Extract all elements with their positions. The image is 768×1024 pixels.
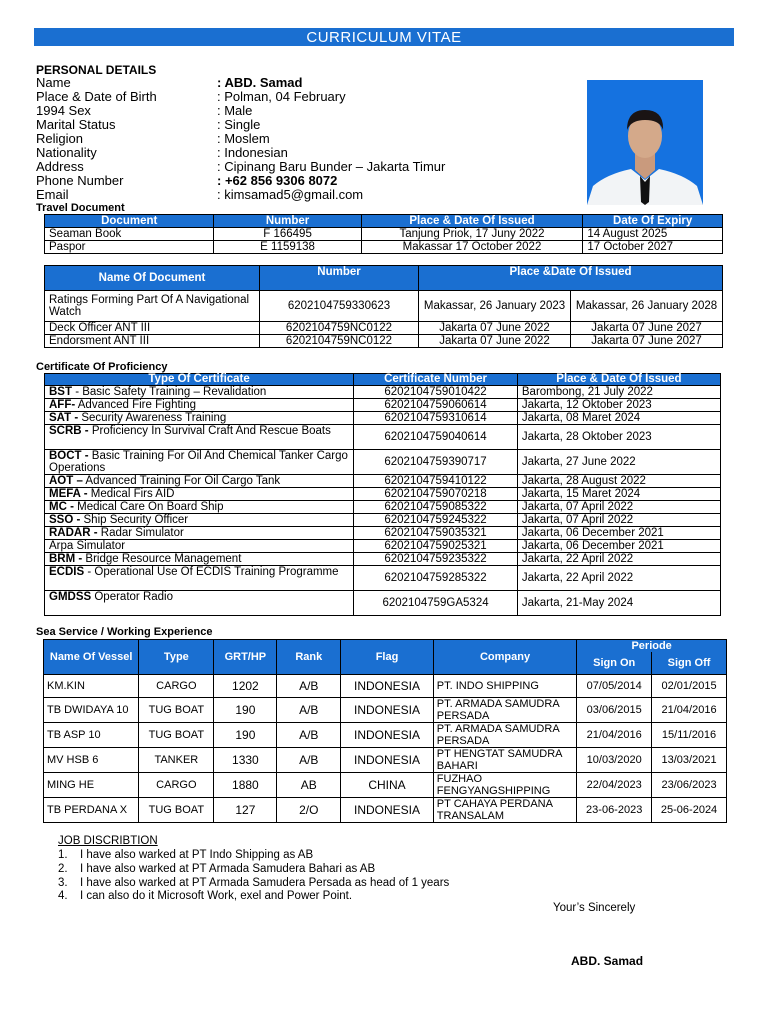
certificate-place-cell: Jakarta, 06 December 2021 [517, 540, 720, 553]
table-cell: Endorsment ANT III [45, 335, 260, 348]
table-row [44, 773, 727, 798]
column-header: Name Of Document [45, 266, 260, 291]
sea-service-table [43, 639, 727, 823]
table-row [45, 450, 721, 475]
certificate-code: ECDIS [49, 566, 85, 578]
table-row [45, 540, 721, 553]
table-cell: 190 [214, 723, 277, 748]
table-cell: E 1159138 [214, 241, 361, 254]
certificate-number-cell: 6202104759040614 [354, 425, 518, 450]
sea-service-heading: Sea Service / Working Experience [36, 626, 213, 638]
column-header: Date Of Expiry [583, 215, 723, 228]
table-cell: TB PERDANA X [44, 798, 139, 823]
column-header: Sign Off [652, 652, 727, 675]
certificate-code: AOT – [49, 475, 83, 487]
job-item: I have also warked at PT Armada Samudera Persada as head of 1 years [80, 877, 450, 889]
certificate-place-cell: Jakarta, 28 August 2022 [517, 475, 720, 488]
table-row [44, 675, 727, 698]
certificate-type-cell [45, 501, 354, 514]
table-row [45, 335, 723, 348]
job-item: I have also warked at PT Indo Shipping as AB [80, 849, 314, 861]
table-cell: 03/06/2015 [577, 698, 652, 723]
personal-label: Place & Date of Birth [36, 89, 157, 104]
personal-value: : Moslem [217, 131, 270, 146]
column-header: Sign On [577, 652, 652, 675]
certificate-description: Proficiency In Survival Craft And Rescue Boats [88, 425, 331, 437]
column-header: Name Of Vessel [44, 640, 139, 675]
table-header-row [45, 266, 723, 291]
personal-details-heading: PERSONAL DETAILS [36, 63, 157, 77]
certificate-place-cell: Jakarta, 21-May 2024 [517, 591, 720, 616]
documents-table [44, 265, 723, 348]
certificate-number-cell: 6202104759010422 [354, 386, 518, 399]
certificate-place-cell: Jakarta, 07 April 2022 [517, 501, 720, 514]
table-row [45, 566, 721, 591]
table-cell: Jakarta 07 June 2027 [571, 322, 723, 335]
table-row [45, 527, 721, 540]
personal-label: Name [36, 75, 71, 90]
table-cell: TUG BOAT [139, 698, 214, 723]
table-cell: 1880 [214, 773, 277, 798]
certificate-type-cell [45, 412, 354, 425]
certificate-place-cell: Barombong, 21 July 2022 [517, 386, 720, 399]
certificate-description: Bridge Resource Management [82, 553, 242, 565]
certificate-place-cell: Jakarta, 15 Maret 2024 [517, 488, 720, 501]
certificate-description: Medical Care On Board Ship [73, 501, 224, 513]
personal-label: Nationality [36, 145, 97, 160]
column-header: Certificate Number [354, 374, 518, 386]
table-cell: INDONESIA [341, 675, 434, 698]
certificate-place-cell: Jakarta, 08 Maret 2024 [517, 412, 720, 425]
table-cell: Seaman Book [45, 228, 214, 241]
certificate-place-cell: Jakarta, 28 Oktober 2023 [517, 425, 720, 450]
certificate-type-cell [45, 386, 354, 399]
job-item-number: 2. [58, 863, 68, 875]
table-cell: 2/O [277, 798, 341, 823]
column-header: Type [139, 640, 214, 675]
certificate-number-cell: 6202104759085322 [354, 501, 518, 514]
certificate-type-cell [45, 553, 354, 566]
table-cell: TUG BOAT [139, 723, 214, 748]
table-row [45, 386, 721, 399]
table-cell: 15/11/2016 [652, 723, 727, 748]
table-row [45, 475, 721, 488]
table-cell: TANKER [139, 748, 214, 773]
column-header: Type Of Certificate [45, 374, 354, 386]
certificate-type-cell [45, 399, 354, 412]
table-row [45, 228, 723, 241]
personal-label: Address [36, 159, 84, 174]
certificate-code: BOCT - [49, 450, 89, 462]
job-item-number: 1. [58, 849, 68, 861]
certificate-heading: Certificate Of Proficiency [36, 361, 168, 373]
certificate-type-cell [45, 475, 354, 488]
certificate-description: Security Awareness Training [78, 412, 227, 424]
table-cell: PT. INDO SHIPPING [433, 675, 576, 698]
job-item-number: 3. [58, 877, 68, 889]
table-row [45, 399, 721, 412]
table-cell: Jakarta 07 June 2027 [571, 335, 723, 348]
certificate-code: AFF- [49, 399, 76, 411]
table-row [45, 241, 723, 254]
table-cell: 1330 [214, 748, 277, 773]
column-header: Number [260, 266, 419, 291]
certificate-number-cell: 6202104759285322 [354, 566, 518, 591]
table-cell: TUG BOAT [139, 798, 214, 823]
certificate-place-cell: Jakarta, 06 December 2021 [517, 527, 720, 540]
table-cell: MING HE [44, 773, 139, 798]
job-item: I have also warked at PT Armada Samudera Bahari as AB [80, 863, 376, 875]
personal-value: : kimsamad5@gmail.com [217, 187, 364, 202]
column-header: Number [214, 215, 361, 228]
table-cell: A/B [277, 698, 341, 723]
certificate-description: - Operational Use Of ECDIS Training Programme [84, 566, 339, 578]
certificate-type-cell [45, 488, 354, 501]
table-cell: 14 August 2025 [583, 228, 723, 241]
table-cell: 6202104759330623 [260, 291, 419, 322]
certificate-number-cell: 6202104759GA5324 [354, 591, 518, 616]
certificate-number-cell: 6202104759070218 [354, 488, 518, 501]
job-description-heading: JOB DISCRIBTION [58, 835, 158, 847]
certificate-type-cell [45, 591, 354, 616]
table-cell: PT CAHAYA PERDANA TRANSALAM [433, 798, 576, 823]
certificate-code: BRM - [49, 553, 83, 565]
table-cell: KM.KIN [44, 675, 139, 698]
column-header: Rank [277, 640, 341, 675]
personal-label: Phone Number [36, 173, 124, 188]
personal-label: 1994 Sex [36, 103, 91, 118]
certificate-code: SCRB - [49, 425, 89, 437]
table-cell: 190 [214, 698, 277, 723]
table-cell: Jakarta 07 June 2022 [419, 335, 571, 348]
certificate-code: SAT - [49, 412, 79, 424]
certificate-description: Advanced Training For Oil Cargo Tank [82, 475, 281, 487]
table-row [45, 291, 723, 322]
table-row [45, 425, 721, 450]
cv-title: CURRICULUM VITAE [34, 28, 734, 46]
column-header: Company [433, 640, 576, 675]
table-row [45, 488, 721, 501]
certificate-description: Radar Simulator [97, 527, 184, 539]
table-row [44, 798, 727, 823]
table-cell: FUZHAO FENGYANGSHIPPING [433, 773, 576, 798]
personal-value: : Single [217, 117, 261, 132]
table-cell: CARGO [139, 773, 214, 798]
table-row [44, 723, 727, 748]
table-cell: Makassar 17 October 2022 [361, 241, 583, 254]
column-header: Place &Date Of Issued [419, 266, 723, 291]
closing-text: Your’s Sincerely [553, 902, 636, 914]
certificate-type-cell [45, 425, 354, 450]
table-cell: Makassar, 26 January 2023 [419, 291, 571, 322]
certificate-place-cell: Jakarta, 22 April 2022 [517, 553, 720, 566]
table-cell: Ratings Forming Part Of A Navigational Watch [45, 291, 260, 322]
table-cell: 127 [214, 798, 277, 823]
certificate-number-cell: 6202104759245322 [354, 514, 518, 527]
table-row [45, 412, 721, 425]
certificate-description: Medical Firs AID [87, 488, 175, 500]
certificate-number-cell: 6202104759310614 [354, 412, 518, 425]
table-cell: TB ASP 10 [44, 723, 139, 748]
certificate-place-cell: Jakarta, 07 April 2022 [517, 514, 720, 527]
column-header: Place & Date Of Issued [361, 215, 583, 228]
certificate-description: Operator Radio [91, 591, 173, 603]
table-cell: Deck Officer ANT III [45, 322, 260, 335]
table-cell: Jakarta 07 June 2022 [419, 322, 571, 335]
personal-value: : +62 856 9306 8072 [217, 173, 338, 188]
table-cell: 23-06-2023 [577, 798, 652, 823]
table-cell: A/B [277, 675, 341, 698]
table-cell: TB DWIDAYA 10 [44, 698, 139, 723]
certificate-description: Basic Training For Oil And Chemical Tanker Cargo Operations [49, 450, 348, 474]
column-header: Flag [341, 640, 434, 675]
travel-document-table [44, 214, 723, 254]
certificate-code: GMDSS [49, 591, 92, 603]
travel-document-heading: Travel Document [36, 202, 125, 214]
table-cell: Paspor [45, 241, 214, 254]
table-cell: AB [277, 773, 341, 798]
certificate-type-cell [45, 514, 354, 527]
table-cell: A/B [277, 748, 341, 773]
column-header: Periode [577, 640, 727, 653]
table-cell: 25-06-2024 [652, 798, 727, 823]
certificate-type-cell [45, 527, 354, 540]
table-cell: 22/04/2023 [577, 773, 652, 798]
table-row [45, 591, 721, 616]
table-cell: PT. ARMADA SAMUDRA PERSADA [433, 723, 576, 748]
certificate-description: Advanced Fire Fighting [75, 399, 197, 411]
profile-photo [587, 80, 703, 205]
column-header: Place & Date Of Issued [517, 374, 720, 386]
personal-value: : Indonesian [217, 145, 288, 160]
table-row [44, 698, 727, 723]
table-cell: 6202104759NC0122 [260, 322, 419, 335]
table-cell: 07/05/2014 [577, 675, 652, 698]
certificate-type-cell [45, 540, 354, 553]
certificate-place-cell: Jakarta, 27 June 2022 [517, 450, 720, 475]
certificate-type-cell [45, 566, 354, 591]
table-cell: 23/06/2023 [652, 773, 727, 798]
certificate-table [44, 373, 721, 616]
table-cell: CARGO [139, 675, 214, 698]
table-cell: 1202 [214, 675, 277, 698]
table-cell: CHINA [341, 773, 434, 798]
signature-name: ABD. Samad [571, 954, 644, 968]
personal-label: Marital Status [36, 117, 116, 132]
table-cell: A/B [277, 723, 341, 748]
certificate-description: - Basic Safety Training – Revalidation [72, 386, 267, 398]
table-cell: 6202104759NC0122 [260, 335, 419, 348]
table-cell: PT HENGTAT SAMUDRA BAHARI [433, 748, 576, 773]
table-cell: 21/04/2016 [577, 723, 652, 748]
table-cell: 10/03/2020 [577, 748, 652, 773]
certificate-number-cell: 6202104759390717 [354, 450, 518, 475]
personal-value: : ABD. Samad [217, 75, 303, 90]
table-row [45, 553, 721, 566]
certificate-code: RADAR - [49, 527, 98, 539]
column-header: Document [45, 215, 214, 228]
certificate-description: Ship Security Officer [80, 514, 189, 526]
table-cell: Tanjung Priok, 17 Juny 2022 [361, 228, 583, 241]
certificate-number-cell: 6202104759235322 [354, 553, 518, 566]
certificate-description: Arpa Simulator [49, 540, 126, 552]
certificate-code: SSO - [49, 514, 81, 526]
job-item: I can also do it Microsoft Work, exel and Power Point. [80, 890, 353, 902]
certificate-type-cell [45, 450, 354, 475]
table-cell: INDONESIA [341, 723, 434, 748]
table-row [44, 748, 727, 773]
table-header-row [45, 215, 723, 228]
table-row [45, 514, 721, 527]
table-cell: MV HSB 6 [44, 748, 139, 773]
certificate-code: BST [49, 386, 72, 398]
table-cell: 21/04/2016 [652, 698, 727, 723]
column-header: GRT/HP [214, 640, 277, 675]
table-row [45, 322, 723, 335]
table-cell: F 166495 [214, 228, 361, 241]
table-cell: 02/01/2015 [652, 675, 727, 698]
personal-label: Religion [36, 131, 83, 146]
table-cell: Makassar, 26 January 2028 [571, 291, 723, 322]
table-header-row [44, 640, 727, 653]
certificate-code: MEFA - [49, 488, 88, 500]
job-item-number: 4. [58, 890, 68, 902]
certificate-place-cell: Jakarta, 12 Oktober 2023 [517, 399, 720, 412]
table-cell: INDONESIA [341, 748, 434, 773]
table-cell: INDONESIA [341, 698, 434, 723]
table-cell: PT. ARMADA SAMUDRA PERSADA [433, 698, 576, 723]
personal-value: : Male [217, 103, 253, 118]
personal-label: Email [36, 187, 69, 202]
certificate-number-cell: 6202104759060614 [354, 399, 518, 412]
certificate-code: MC - [49, 501, 74, 513]
personal-value: : Polman, 04 February [217, 89, 346, 104]
certificate-number-cell: 6202104759410122 [354, 475, 518, 488]
table-cell: 17 October 2027 [583, 241, 723, 254]
table-cell: 13/03/2021 [652, 748, 727, 773]
table-header-row [45, 374, 721, 386]
table-row [45, 501, 721, 514]
certificate-number-cell: 6202104759035321 [354, 527, 518, 540]
certificate-place-cell: Jakarta, 22 April 2022 [517, 566, 720, 591]
table-cell: INDONESIA [341, 798, 434, 823]
personal-value: : Cipinang Baru Bunder – Jakarta Timur [217, 159, 446, 174]
certificate-number-cell: 6202104759025321 [354, 540, 518, 553]
